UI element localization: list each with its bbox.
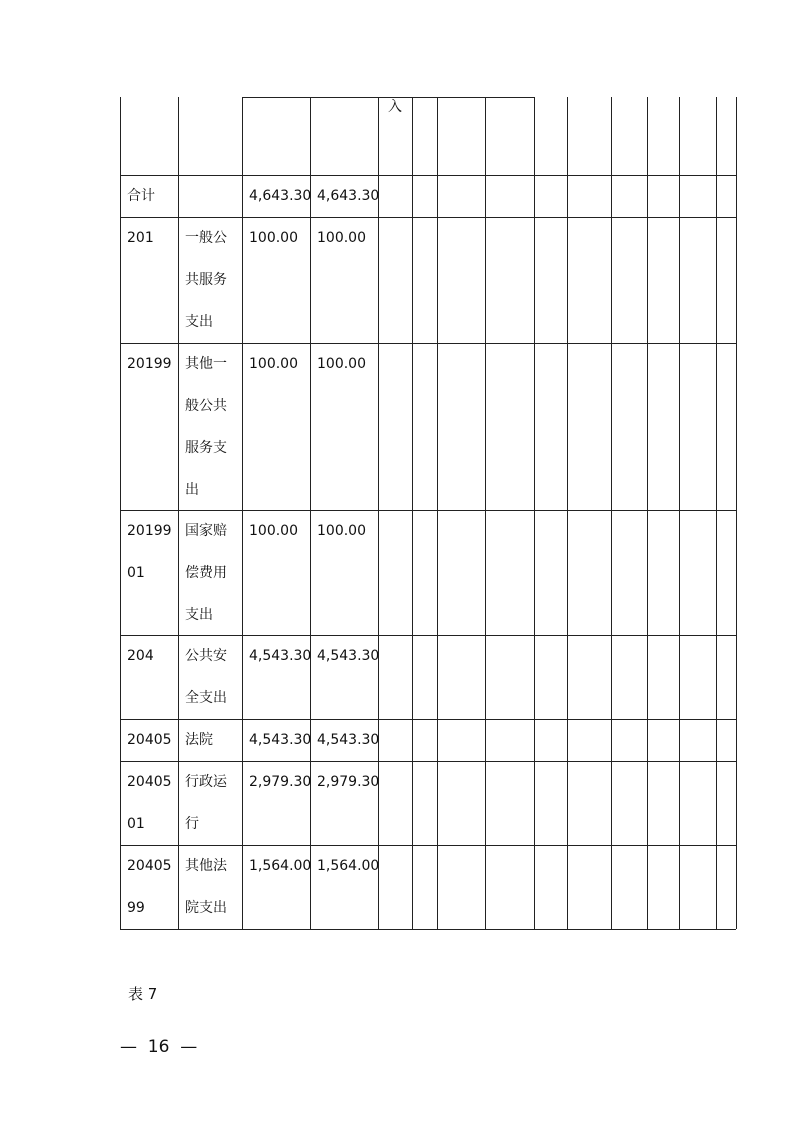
- grid-hline: [120, 175, 736, 176]
- grid-vline: [611, 97, 612, 929]
- cell-name: 法院: [185, 732, 213, 748]
- cell-code: 20405: [127, 732, 172, 748]
- cell-total: 4,543.30: [249, 648, 312, 664]
- table-caption: 表 7: [128, 985, 158, 1003]
- cell-name: 一般公 共服务 支出: [185, 230, 227, 330]
- cell-name: 国家赔 偿费用 支出: [185, 523, 227, 623]
- grid-vline: [736, 97, 737, 929]
- cell-code: 204: [127, 648, 154, 664]
- cell-code: 20199: [127, 356, 172, 372]
- cell-total: 4,543.30: [249, 732, 312, 748]
- grid-vline: [679, 97, 680, 929]
- grid-vline: [647, 97, 648, 929]
- cell-basic: 100.00: [317, 523, 366, 539]
- cell-total: 4,643.30: [249, 188, 312, 204]
- cell-basic: 100.00: [317, 230, 366, 246]
- grid-vline: [310, 97, 311, 929]
- cell-basic: 4,543.30: [317, 648, 380, 664]
- grid-vline: [485, 97, 486, 929]
- cell-code: 20405 99: [127, 858, 172, 916]
- cell-basic: 100.00: [317, 356, 366, 372]
- grid-vline: [437, 97, 438, 929]
- cell-basic: 1,564.00: [317, 858, 380, 874]
- cell-code: 201: [127, 230, 154, 246]
- cell-total: 1,564.00: [249, 858, 312, 874]
- cell-code: 合计: [127, 188, 155, 204]
- cell-total: 2,979.30: [249, 774, 312, 790]
- grid-vline: [120, 97, 121, 929]
- header-fragment: 入: [388, 99, 402, 115]
- cell-code: 20199 01: [127, 523, 172, 581]
- cell-name: 行政运 行: [185, 774, 227, 832]
- grid-vline: [567, 97, 568, 929]
- cell-basic: 4,643.30: [317, 188, 380, 204]
- grid-vline: [716, 97, 717, 929]
- grid-vline: [534, 97, 535, 929]
- grid-vline: [378, 97, 379, 929]
- cell-name: 其他一 般公共 服务支 出: [185, 356, 227, 498]
- grid-vline: [412, 97, 413, 929]
- cell-total: 100.00: [249, 356, 298, 372]
- cell-total: 100.00: [249, 230, 298, 246]
- cell-name: 其他法 院支出: [185, 858, 227, 916]
- cell-total: 100.00: [249, 523, 298, 539]
- grid-vline: [178, 97, 179, 929]
- cell-name: 公共安 全支出: [185, 648, 227, 706]
- cell-code: 20405 01: [127, 774, 172, 832]
- grid-hline: [120, 929, 736, 930]
- page-number: — 16 —: [120, 1037, 198, 1057]
- cell-basic: 4,543.30: [317, 732, 380, 748]
- cell-basic: 2,979.30: [317, 774, 380, 790]
- grid-vline: [242, 97, 243, 929]
